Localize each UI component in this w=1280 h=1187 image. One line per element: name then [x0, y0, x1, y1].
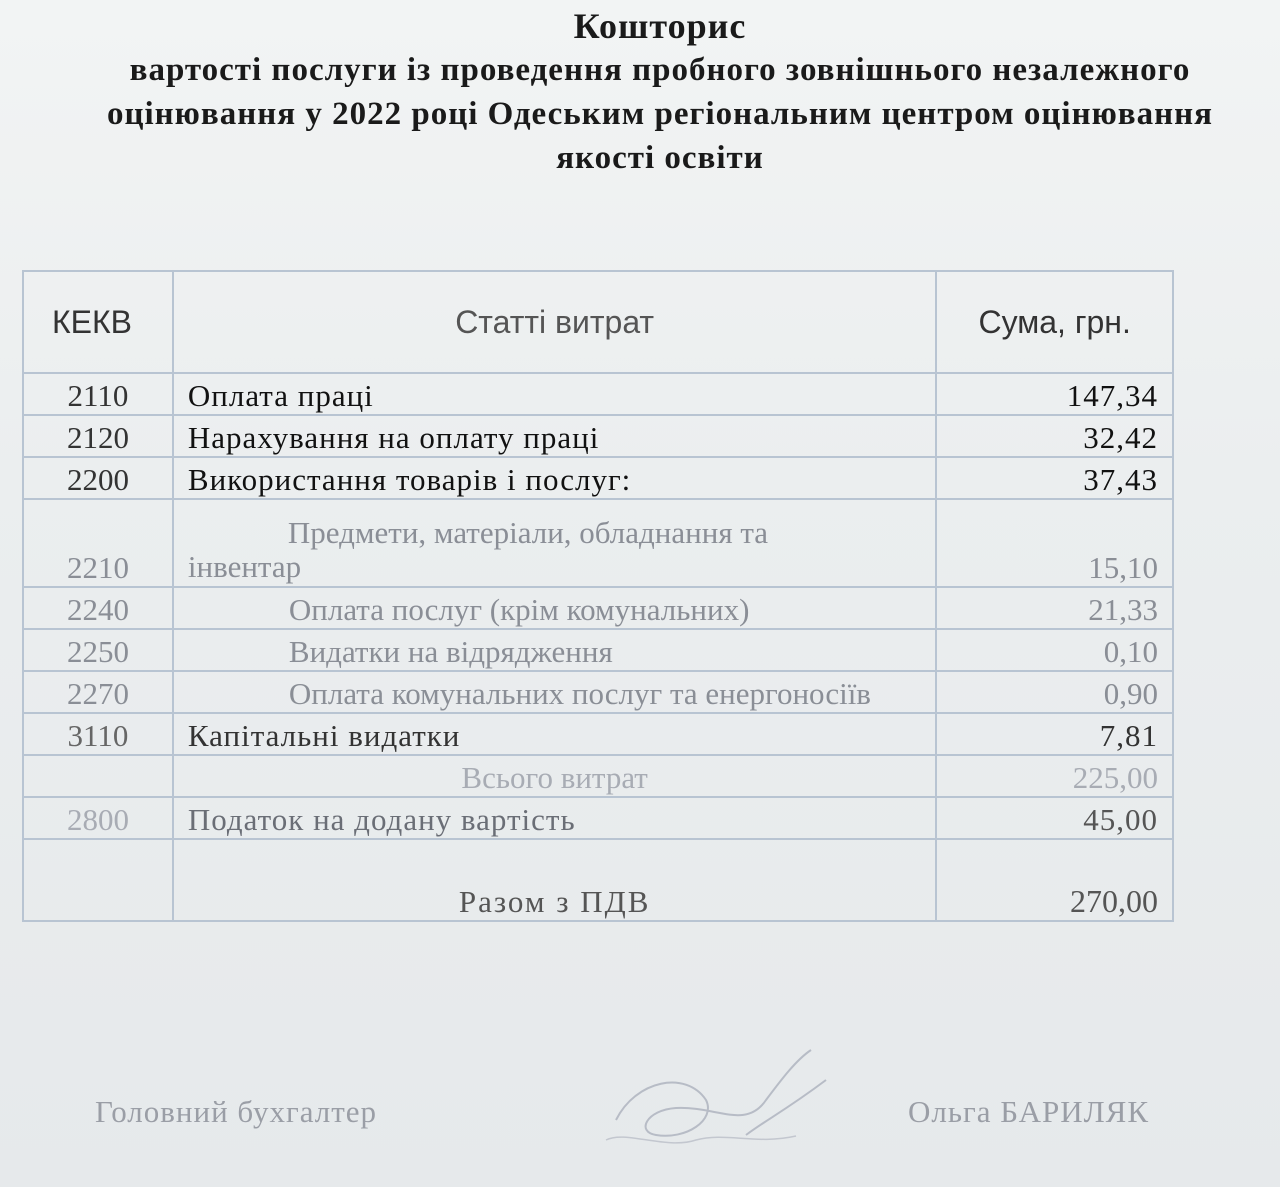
- row-code: 2240: [23, 587, 173, 629]
- table-row: [23, 373, 1173, 415]
- title-main: Кошторис: [573, 6, 747, 46]
- table-row: [23, 457, 1173, 499]
- header-item: Статті витрат: [173, 271, 936, 373]
- row-sum: 21,33: [936, 587, 1173, 629]
- row-sum: 7,81: [936, 713, 1173, 755]
- table-row: [23, 755, 1173, 797]
- row-item: Оплата послуг (крім комунальних): [173, 587, 936, 629]
- row-sum: 45,00: [936, 797, 1173, 839]
- table-row: [23, 671, 1173, 713]
- row-item: Оплата комунальних послуг та енергоносіїв: [173, 671, 936, 713]
- table-row: [23, 713, 1173, 755]
- row-code: 2120: [23, 415, 173, 457]
- row-sum: 0,10: [936, 629, 1173, 671]
- row-item-line-1: Предмети, матеріали, обладнання та: [287, 515, 769, 550]
- row-code: 2210: [23, 499, 173, 587]
- header-sum: Сума, грн.: [936, 271, 1173, 373]
- row-sum: 15,10: [936, 499, 1173, 587]
- row-code: 2800: [23, 797, 173, 839]
- row-code: 2200: [23, 457, 173, 499]
- row-sum: 225,00: [936, 755, 1173, 797]
- row-code: 2270: [23, 671, 173, 713]
- table-header-row: [23, 271, 1173, 373]
- title-line-1: вартості послуги із проведення пробного зовнішнього незалежного: [129, 52, 1191, 88]
- row-item: Видатки на відрядження: [173, 629, 936, 671]
- row-sum: 270,00: [936, 839, 1173, 921]
- title-line-2: оцінювання у 2022 році Одеським регіональним центром оцінювання: [106, 96, 1213, 132]
- table-row: [23, 797, 1173, 839]
- row-item: Разом з ПДВ: [173, 839, 936, 921]
- row-item: Оплата праці: [173, 373, 936, 415]
- row-item: Податок на додану вартість: [173, 797, 936, 839]
- row-item: Використання товарів і послуг:: [173, 457, 936, 499]
- table-row: [23, 415, 1173, 457]
- row-sum: 37,43: [936, 457, 1173, 499]
- row-code: 2110: [23, 373, 173, 415]
- signature-role: Головний бухгалтер: [95, 1094, 378, 1129]
- table-row: [23, 587, 1173, 629]
- row-sum: 147,34: [936, 373, 1173, 415]
- table-row: [23, 839, 1173, 921]
- row-item: [173, 499, 936, 587]
- row-item: Всього витрат: [173, 755, 936, 797]
- document-title: [40, 4, 1280, 180]
- row-sum: 32,42: [936, 415, 1173, 457]
- row-code: [23, 755, 173, 797]
- row-code: [23, 839, 173, 921]
- row-item: Капітальні видатки: [173, 713, 936, 755]
- title-line-3: якості освіти: [556, 140, 764, 176]
- row-code: 2250: [23, 629, 173, 671]
- header-code: КЕКВ: [23, 271, 173, 373]
- table-row: [23, 629, 1173, 671]
- estimate-table: [22, 270, 1174, 922]
- row-sum: 0,90: [936, 671, 1173, 713]
- signature-name: Ольга БАРИЛЯК: [908, 1094, 1150, 1129]
- row-item: Нарахування на оплату праці: [173, 415, 936, 457]
- signature-scribble: [596, 1040, 856, 1160]
- row-item-line-2: інвентар: [187, 549, 302, 584]
- table-row: [23, 499, 1173, 587]
- row-code: 3110: [23, 713, 173, 755]
- signature-block: [0, 1090, 1280, 1150]
